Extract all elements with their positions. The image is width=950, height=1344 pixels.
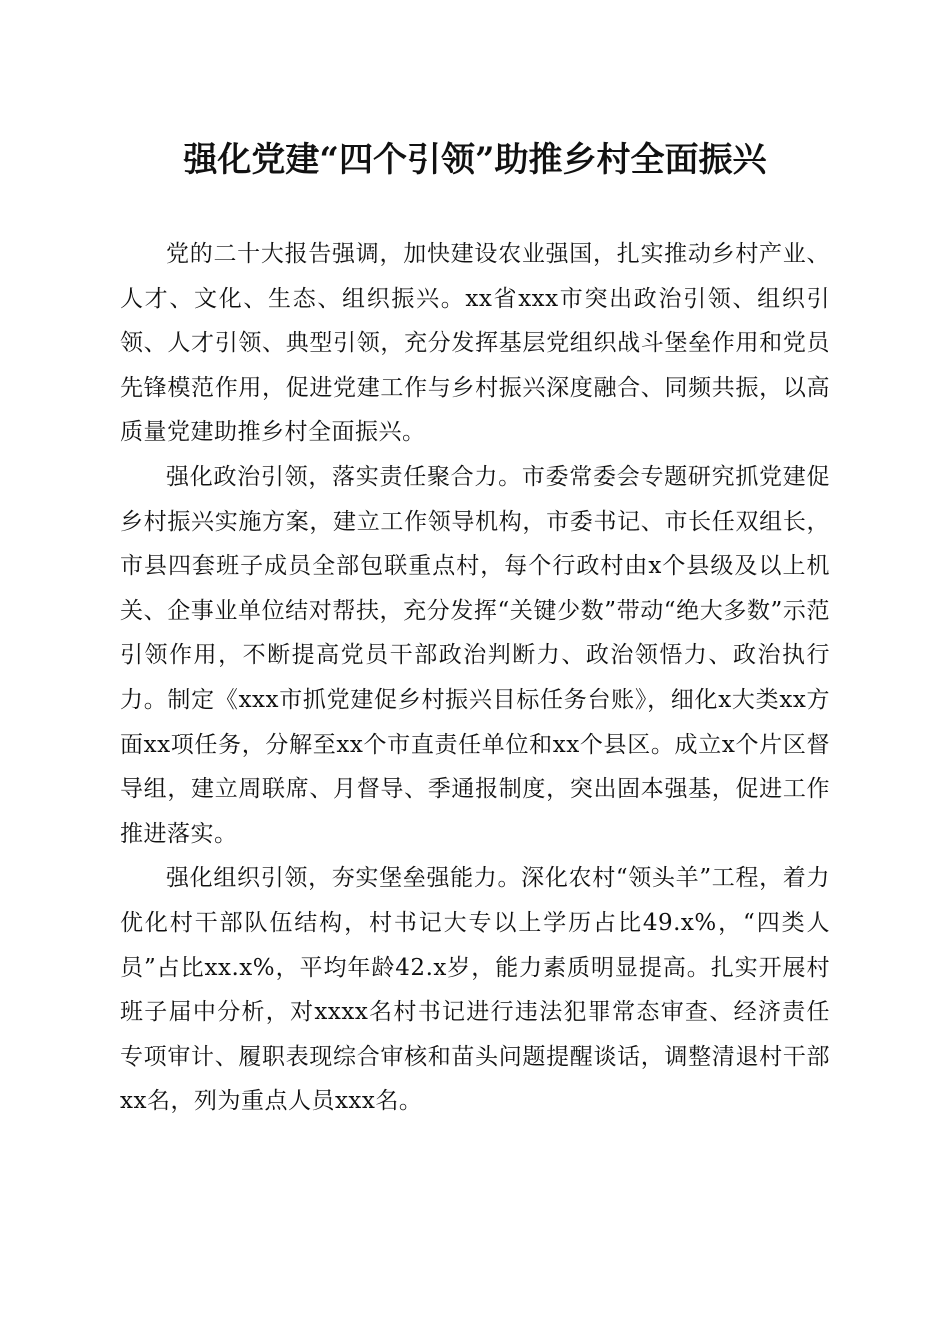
paragraph-organizational-leadership: 强化组织引领，夯实堡垒强能力。深化农村“领头羊”工程，着力优化村干部队伍结构，村书记大专以上学历占比49.x%，“四类人员”占比xx.x%，平均年龄42.x岁，能力素质明显提高。扎实开展村班子届中分析，对xxxx名村书记进行违法犯罪常态审查、经济责任专项审计、履职表现综合审核和苗头问题提醒谈话，调整清退村干部xx名，列为重点人员xxx名。 <box>120 865 830 1115</box>
paragraph-political-leadership: 强化政治引领，落实责任聚合力。市委常委会专题研究抓党建促乡村振兴实施方案，建立工作领导机构，市委书记、市长任双组长，市县四套班子成员全部包联重点村，每个行政村由x个县级及以上机关、企事业单位结对帮扶，充分发挥“关键少数”带动“绝大多数”示范引领作用，不断提高党员干部政治判断力、政治领悟力、政治执行力。制定《xxx市抓党建促乡村振兴目标任务台账》，细化x大类xx方面xx项任务，分解至xx个市直责任单位和xx个县区。成立x个片区督导组，建立周联席、月督导、季通报制度，突出固本强基，促进工作推进落实。 <box>120 463 830 847</box>
paragraph-intro: 党的二十大报告强调，加快建设农业强国，扎实推动乡村产业、人才、文化、生态、组织振兴。xx省xxx市突出政治引领、组织引领、人才引领、典型引领，充分发挥基层党组织战斗堡垒作用和党员先锋模范作用，促进党建工作与乡村振兴深度融合、同频共振，以高质量党建助推乡村全面振兴。 <box>120 241 830 446</box>
document-body <box>120 232 830 1124</box>
document-title: 强化党建“四个引领”助推乡村全面振兴 <box>183 140 767 180</box>
